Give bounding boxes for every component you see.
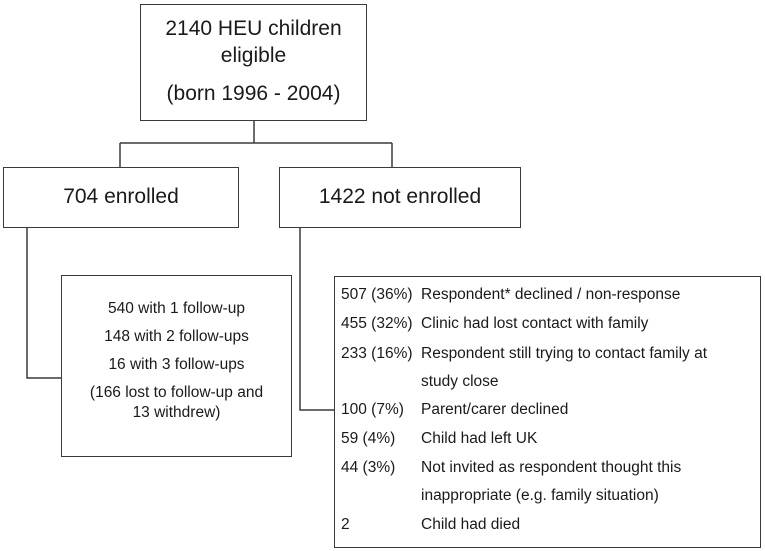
eligible-children-box	[140, 4, 367, 121]
reason-row	[335, 457, 760, 479]
enrolled-box	[3, 167, 239, 228]
not-enrolled-reasons-box	[334, 276, 761, 548]
reason-text: Child had died	[421, 516, 521, 533]
reason-count: 59 (4%)	[341, 430, 396, 447]
reason-row	[335, 485, 760, 507]
not-enrolled-label: 1422 not enrolled	[318, 185, 482, 208]
reason-row	[335, 428, 760, 450]
reason-text: inappropriate (e.g. family situation)	[421, 487, 659, 504]
reason-text: Clinic had lost contact with family	[421, 315, 649, 332]
connector-not-enrolled-to-reasons	[300, 228, 334, 410]
reason-count: 100 (7%)	[341, 401, 404, 418]
enrolled-label: 704 enrolled	[63, 185, 179, 208]
reason-text: Parent/carer declined	[421, 401, 569, 418]
reason-row	[335, 371, 760, 393]
eligible-label-line: eligible	[220, 44, 287, 67]
lost-followup-line: (166 lost to follow-up and	[89, 384, 264, 401]
reason-text: Respondent* declined / non-response	[421, 286, 681, 303]
reason-row	[335, 284, 760, 306]
reason-count: 233 (16%)	[341, 345, 413, 362]
connector-enrolled-to-followup	[27, 228, 61, 378]
reason-text: Respondent still trying to contact family at	[421, 345, 708, 362]
reason-row	[335, 343, 760, 365]
reason-count: 44 (3%)	[341, 459, 396, 476]
followup-summary-box	[61, 275, 292, 457]
reason-row	[335, 514, 760, 536]
reason-row	[335, 313, 760, 335]
reason-count: 2	[341, 516, 350, 533]
reason-text: Child had left UK	[421, 430, 538, 447]
not-enrolled-box	[279, 167, 521, 228]
reason-text: Not invited as respondent thought this	[421, 459, 682, 476]
reason-count: 455 (32%)	[341, 315, 413, 332]
followup-line: 540 with 1 follow-up	[108, 300, 245, 317]
reason-count: 507 (36%)	[341, 286, 413, 303]
eligible-count-line: 2140 HEU children	[165, 17, 342, 40]
birth-range-line: (born 1996 - 2004)	[166, 82, 341, 105]
reason-row	[335, 399, 760, 421]
reason-text: study close	[421, 373, 499, 390]
followup-line: 148 with 2 follow-ups	[104, 328, 249, 345]
followup-line: 16 with 3 follow-ups	[108, 356, 245, 373]
withdrew-line: 13 withdrew)	[132, 404, 221, 421]
